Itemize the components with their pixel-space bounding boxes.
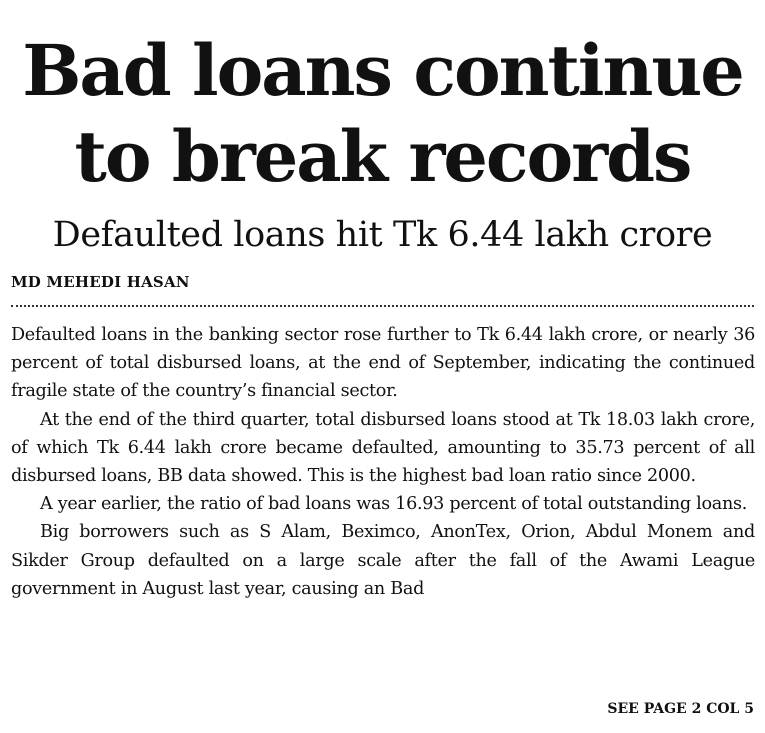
headline-line-1: Bad loans continue [22,29,743,112]
headline-line-2: to break records [74,115,691,198]
dotted-divider [11,305,754,307]
body-paragraph: Big borrowers such as S Alam, Beximco, AnonTex, Orion, Abdul Monem and Sikder Group defaulted on a large scale after the fall of the Awami League government in August last year, causing an Bad [11,522,755,599]
body-paragraph: A year earlier, the ratio of bad loans was 16.93 percent of total outstanding loans. [40,494,747,515]
subheadline: Defaulted loans hit Tk 6.44 lakh crore [52,215,713,255]
article-body [11,321,755,603]
byline: MD MEHEDI HASAN [11,273,190,291]
body-paragraph: Defaulted loans in the banking sector rose further to Tk 6.44 lakh crore, or nearly 36 percent of total disbursed loans, at the end of September, indicating the continued fragile state of the country’s financial sector. [11,325,755,402]
continuation-note: SEE PAGE 2 COL 5 [607,701,754,717]
body-paragraph: At the end of the third quarter, total disbursed loans stood at Tk 18.03 lakh crore, of which Tk 6.44 lakh crore became defaulted, amounting to 35.73 percent of all disbursed loans, BB data showed. This is the highest bad loan ratio since 2000. [11,409,755,487]
